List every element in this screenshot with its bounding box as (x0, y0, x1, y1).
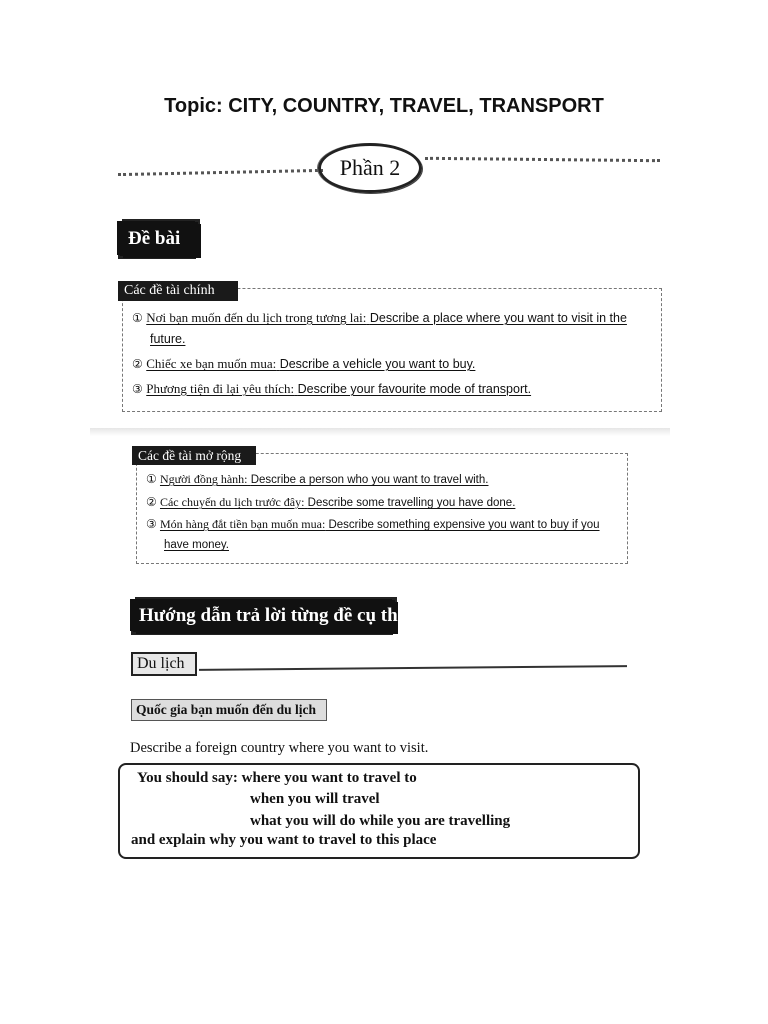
item-number: ② (132, 357, 143, 371)
item-vietnamese: Nơi bạn muốn đến du lịch trong tương lai: (146, 310, 367, 325)
list-item-continuation (146, 537, 621, 554)
list-item-continuation (132, 331, 652, 348)
item-vietnamese: Phương tiện đi lại yêu thích: (146, 381, 295, 396)
item-number: ② (146, 495, 157, 509)
section-label: Du lịch (131, 652, 197, 676)
prompt-text: Describe a foreign country where you want to visit. (130, 740, 429, 756)
cue-line: when you will travel (250, 791, 380, 807)
item-number: ③ (146, 517, 157, 531)
page-title: Topic: CITY, COUNTRY, TRAVEL, TRANSPORT (164, 95, 604, 117)
cue-line: what you will do while you are travelling (250, 813, 511, 829)
scan-shadow-band (90, 428, 670, 436)
item-continuation: have money. (164, 539, 229, 551)
list-item (146, 516, 621, 534)
item-number: ① (146, 472, 157, 486)
section-rule (199, 665, 627, 671)
guide-heading: Hướng dẫn trả lời từng đề cụ thể (133, 600, 395, 632)
item-number: ① (132, 311, 143, 325)
extended-topics-label: Các đề tài mở rộng (132, 446, 256, 465)
item-vietnamese: Người đồng hành: (159, 472, 248, 486)
dotted-divider-left (118, 169, 323, 176)
list-item (146, 494, 621, 512)
item-continuation: future. (150, 332, 186, 346)
main-topics-label: Các đề tài chính (118, 281, 238, 301)
cue-line: and explain why you want to travel to this place (131, 832, 437, 848)
list-item (132, 355, 652, 373)
part-oval-label: Phần 2 (318, 143, 422, 193)
cue-line: You should say: where you want to travel to (137, 770, 417, 786)
item-english: Describe a place where you want to visit in the (369, 311, 627, 325)
list-item (132, 380, 652, 398)
de-bai-heading: Đề bài (120, 222, 198, 256)
item-english: Describe your favourite mode of transport. (297, 382, 532, 396)
list-item (146, 471, 621, 489)
item-english: Describe a person who you want to travel with. (250, 474, 489, 486)
item-number: ③ (132, 382, 143, 396)
subsection-label: Quốc gia bạn muốn đến du lịch (131, 699, 327, 721)
list-item (132, 309, 652, 327)
item-english: Describe a vehicle you want to buy. (279, 357, 476, 371)
item-english: Describe something expensive you want to buy if you (328, 519, 600, 531)
item-vietnamese: Món hàng đắt tiền bạn muốn mua: (159, 517, 326, 531)
dotted-divider-right (425, 157, 660, 162)
item-vietnamese: Các chuyến du lịch trước đây: (159, 495, 305, 509)
item-english: Describe some travelling you have done. (307, 497, 516, 509)
item-vietnamese: Chiếc xe bạn muốn mua: (146, 356, 277, 371)
